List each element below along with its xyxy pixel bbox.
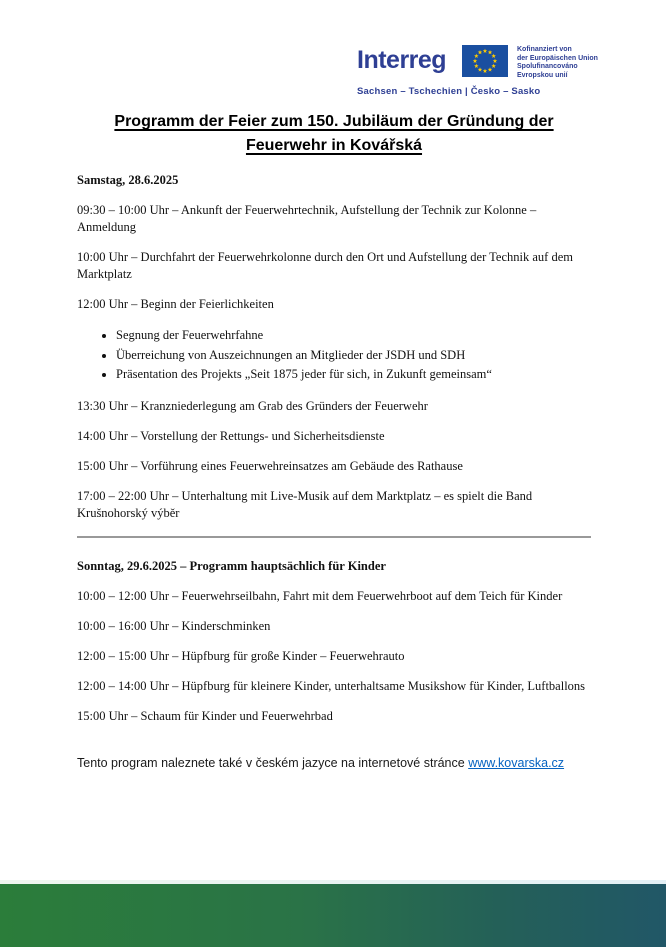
schedule-item: 10:00 – 12:00 Uhr – Feuerwehrseilbahn, Fahrt mit dem Feuerwehrboot auf dem Teich für Kinder [77,588,563,603]
schedule-item: 15:00 Uhr – Vorführung eines Feuerwehreinsatzes am Gebäude des Rathause [77,458,463,473]
eu-cofinance-line: Spolufinancováno [517,63,578,70]
document-title [77,110,591,158]
eu-cofinance-line: der Europäischen Union [517,54,598,62]
logo-header [0,0,666,110]
document-content [77,110,591,785]
schedule-item: 14:00 Uhr – Vorstellung der Rettungs- und Sicherheitsdienste [77,428,385,443]
schedule-item: 17:00 – 22:00 Uhr – Unterhaltung mit Live-Musik auf dem Marktplatz – es spielt die Band Krušnohorský výběr [77,488,533,520]
schedule-item: 12:00 Uhr – Beginn der Feierlichkeiten [77,297,274,311]
section-divider [77,536,591,538]
schedule-item: 10:00 Uhr – Durchfahrt der Feuerwehrkolonne durch den Ort und Aufstellung der Technik auf dem Marktplatz [77,250,573,281]
bullet-item: • Segnung der Feuerwehrfahne [116,326,591,346]
saturday-heading: Samstag, 28.6.2025 [77,173,179,187]
ceremony-bullet-list [77,326,591,385]
schedule-item: 12:00 – 15:00 Uhr – Hüpfburg für große Kinder – Feuerwehrauto [77,648,405,663]
eu-cofinance-text [517,46,598,80]
title-line-2: Feuerwehr in Kovářská [245,137,423,154]
schedule-item: 13:30 Uhr – Kranzniederlegung am Grab des Gründers der Feuerwehr [77,398,428,413]
footer-gradient-bar [0,884,666,947]
eu-cofinance-line: Evropskou unií [517,71,568,79]
schedule-item: 10:00 – 16:00 Uhr – Kinderschminken [77,618,271,633]
eu-flag-icon [462,45,508,77]
bullet-item: • Überreichung von Auszeichnungen an Mitglieder der JSDH und SDH [116,346,591,366]
footer-note [77,755,591,772]
footer-note-text: Tento program naleznete také v českém jazyce na internetové stránce [77,755,469,770]
sunday-heading: Sonntag, 29.6.2025 – Programm hauptsächlich für Kinder [77,558,386,573]
interreg-logo: Interreg [357,46,447,74]
kovarska-link[interactable]: www.kovarska.cz [468,755,565,770]
eu-cofinance-line: Kofinanziert von [517,46,572,53]
program-region-label: Sachsen – Tschechien | Česko – Sasko [357,86,541,97]
bullet-item: • Präsentation des Projekts „Seit 1875 jeder für sich, in Zukunft gemeinsam“ [116,365,591,385]
title-line-1: Programm der Feier zum 150. Jubiläum der Gründung der [114,113,554,130]
schedule-item: 15:00 Uhr – Schaum für Kinder und Feuerwehrbad [77,708,333,723]
schedule-item: 09:30 – 10:00 Uhr – Ankunft der Feuerwehrtechnik, Aufstellung der Technik zur Kolonne – Anmeldung [77,203,537,234]
schedule-item: 12:00 – 14:00 Uhr – Hüpfburg für kleinere Kinder, unterhaltsame Musikshow für Kinder, Luftballons [77,678,586,693]
